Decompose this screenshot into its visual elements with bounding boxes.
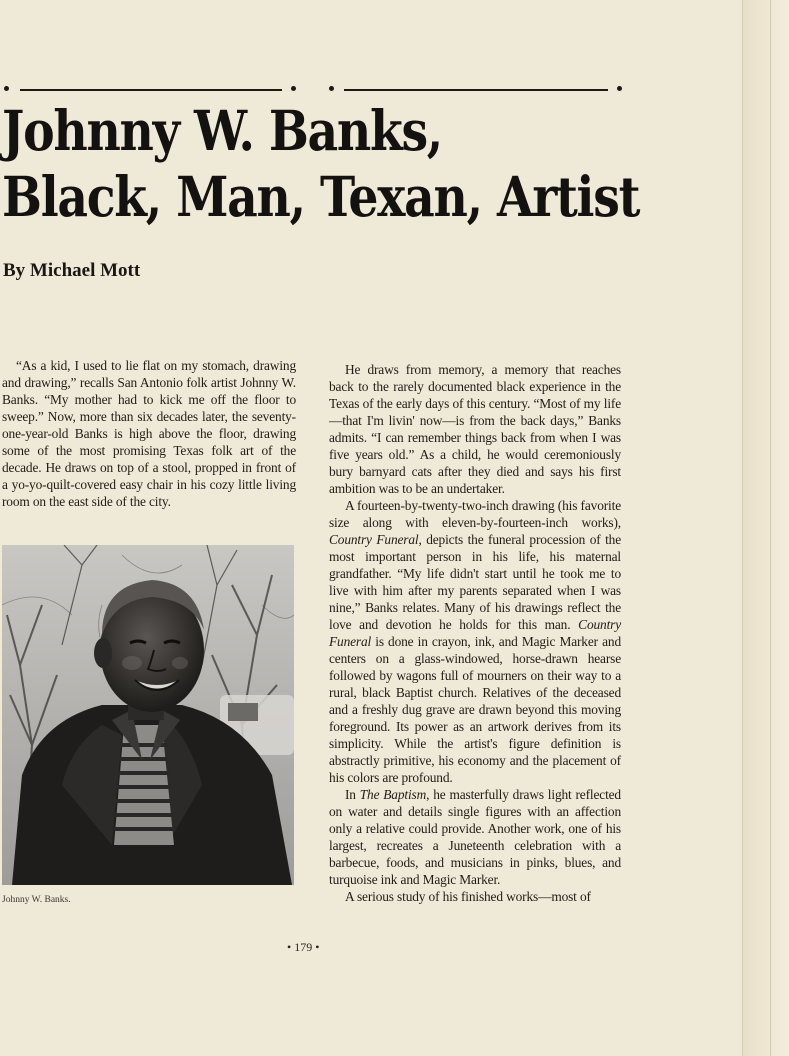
top-rule-right <box>344 89 608 91</box>
rule-dot <box>4 86 9 91</box>
paragraph: He draws from memory, a memory that reaches back to the rarely documented black experience in the Texas of the early days of this century. “Most of my life—that I'm livin' now—is from the back days,” Banks admits. “I can remember things back from when I was five years old.” As a child, he would ceremoniously bury barnyard cats after they died and says his first ambition was to be an undertaker. <box>329 362 621 496</box>
right-column <box>329 361 621 905</box>
text-run: is done in crayon, ink, and Magic Marker and centers on a glass-windowed, horse-drawn hearse followed by wagons full of mourners on their way to a rural, black Baptist church. Relatives of the deceased and a freshly dug grave are drawn beyond this moving foreground. Its power as an artwork derives from its simplicity. While the artist's figure definition is abstractly primitive, his economy and the placement of his colors are profound. <box>329 634 621 785</box>
text-run: , depicts the funeral procession of the most important person in his life, his maternal grandfather. “My life didn't start until he took me to live with him after my parents separated when I was nine,” Banks relates. Many of his drawings reflect the love and devotion he holds for this man. <box>329 532 621 632</box>
artwork-title: Country Funeral <box>329 532 419 547</box>
rule-dot <box>291 86 296 91</box>
rule-dot <box>617 86 622 91</box>
paragraph <box>329 786 621 888</box>
rule-dot <box>329 86 334 91</box>
text-run: A fourteen-by-twenty-two-inch drawing (his favorite size along with eleven-by-fourteen-inch works), <box>329 498 621 530</box>
paragraph: A serious study of his finished works—most of <box>345 889 591 904</box>
article-title <box>2 98 640 230</box>
left-column <box>2 357 296 510</box>
paragraph <box>329 497 621 786</box>
text-run: , he masterfully draws light reflected on water and details single figures with an affection only a relative could provide. Another work, one of his largest, recreates a Juneteenth celebration with a barbecue, foods, and musicians in pinks, blues, and turquoise ink and Magic Marker. <box>329 787 621 887</box>
artwork-title: The Baptism <box>359 787 427 802</box>
page-edge-line <box>770 0 771 1056</box>
top-rule-left <box>20 89 282 91</box>
artwork-title: Country Funeral <box>329 617 621 649</box>
title-line-1: Johnny W. Banks, <box>2 98 442 163</box>
paragraph: “As a kid, I used to lie flat on my stomach, drawing and drawing,” recalls San Antonio folk artist Johnny W. Banks. “My mother had to kick me off the floor to sweep.” Now, more than six decades later, the seventy-one-year-old Banks is high above the floor, drawing some of the most promising Texas folk art of the decade. He draws on top of a stool, propped in front of a yo-yo-quilt-covered easy chair in his cozy little living room on the east side of the city. <box>2 358 296 509</box>
page-edge <box>742 0 789 1056</box>
portrait-photo <box>2 545 294 885</box>
byline: By Michael Mott <box>3 260 141 281</box>
page-number: • 179 • <box>287 940 320 954</box>
text-run: In <box>345 787 360 802</box>
photo-caption: Johnny W. Banks. <box>2 895 71 905</box>
title-line-2: Black, Man, Texan, Artist <box>2 164 640 229</box>
